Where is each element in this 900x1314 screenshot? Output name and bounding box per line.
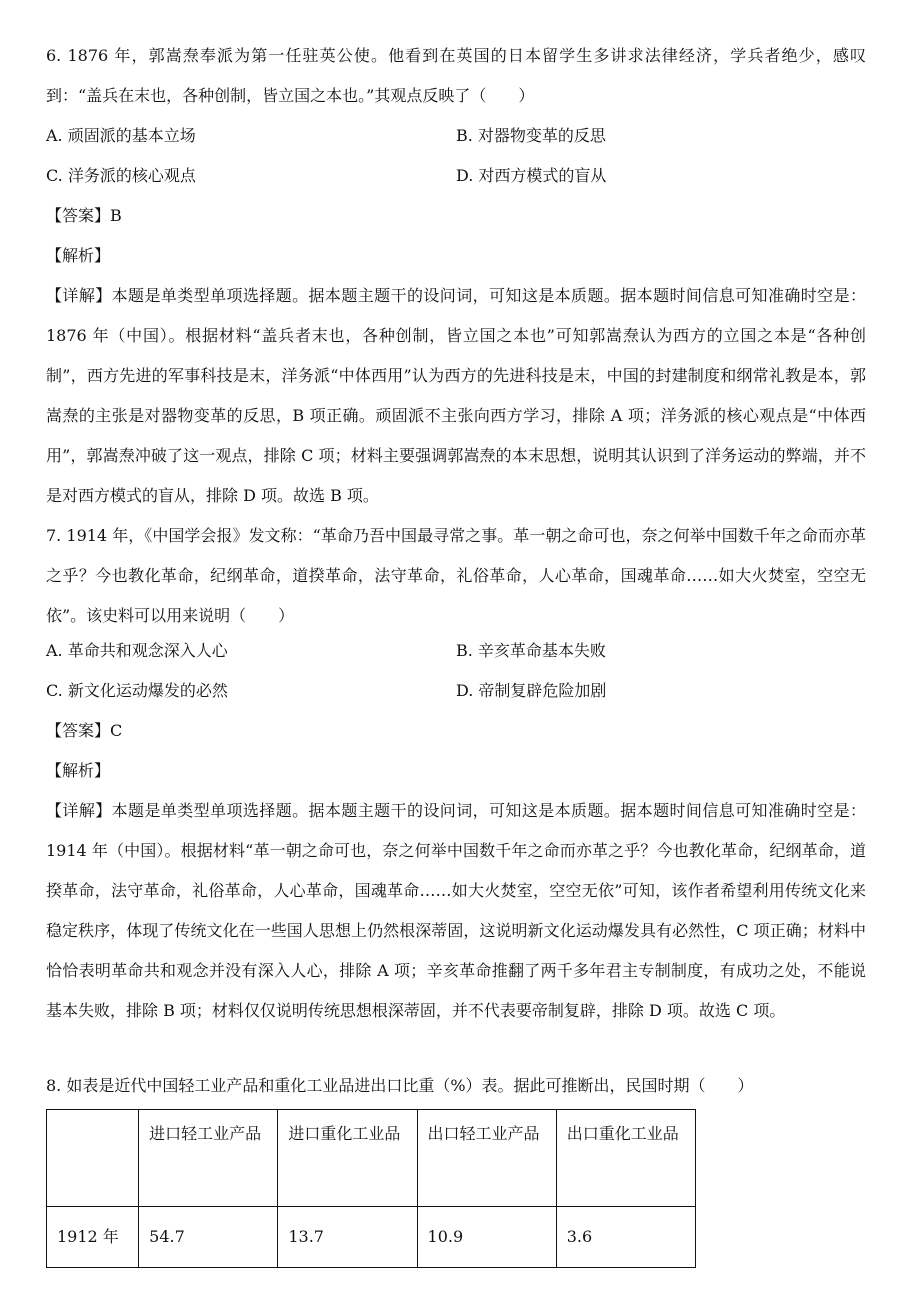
q7-option-c: C. 新文化运动爆发的必然 <box>46 681 228 700</box>
q6-answer: 【答案】B <box>46 206 122 225</box>
q7-option-a: A. 革命共和观念深入人心 <box>46 641 228 660</box>
q7-analysis-label: 【解析】 <box>46 761 111 780</box>
q6-option-a: A. 顽固派的基本立场 <box>46 126 196 145</box>
table-cell: 3.6 <box>556 1207 695 1268</box>
question-7-stem: 7. 1914 年，《中国学会报》发文称：“革命乃吾中国最寻常之事。革一朝之命可也，奈之何举中国数千年之命而亦革之乎？今也教化革命，纪纲革命，道揆革命，法守革命，礼俗革命，人心革命，国魂革命……如大火焚室，空空无依”。该史料可以用来说明（ ） <box>46 526 866 625</box>
table-cell: 54.7 <box>139 1207 278 1268</box>
table-cell: 10.9 <box>417 1207 556 1268</box>
table-row <box>47 1207 696 1268</box>
q6-option-d: D. 对西方模式的盲从 <box>456 166 607 185</box>
table-header-cell: 进口重化工业品 <box>278 1110 417 1207</box>
q7-detail: 【详解】本题是单类型单项选择题。据本题主题干的设问词，可知这是本质题。据本题时间信息可知准确时空是：1914 年（中国）。根据材料“革一朝之命可也，奈之何举中国数千年之命而亦革之乎？今也教化革命，纪纲革命，道揆革命，法守革命，礼俗革命，人心革命，国魂革命……如大火焚室，空空无依”可知，该作者希望利用传统文化来稳定秩序，体现了传统文化在一些国人思想上仍然根深蒂固，这说明新文化运动爆发具有必然性，C 项正确；材料中恰恰表明革命共和观念并没有深入人心，排除 A 项；辛亥革命推翻了两千多年君主专制制度，有成功之处，不能说基本失败，排除 B 项；材料仅仅说明传统思想根深蒂固，并不代表要帝制复辟，排除 D 项。故选 C 项。 <box>46 801 866 1020</box>
q6-option-b: B. 对器物变革的反思 <box>456 126 606 145</box>
q6-option-c: C. 洋务派的核心观点 <box>46 166 196 185</box>
q7-answer: 【答案】C <box>46 721 123 740</box>
q6-detail: 【详解】本题是单类型单项选择题。据本题主题干的设问词，可知这是本质题。据本题时间信息可知准确时空是：1876 年（中国）。根据材料“盖兵者末也，各种创制，皆立国之本也”可知郭嵩焘认为西方的立国之本是“各种创制”，西方先进的军事科技是末，洋务派“中体西用”认为西方的先进科技是末，中国的封建制度和纲常礼教是本，郭嵩焘的主张是对器物变革的反思，B 项正确。顽固派不主张向西方学习，排除 A 项；洋务派的核心观点是“中体西用”，郭嵩焘冲破了这一观点，排除 C 项；材料主要强调郭嵩焘的本末思想，说明其认识到了洋务运动的弊端，并不是对西方模式的盲从，排除 D 项。故选 B 项。 <box>46 286 866 505</box>
table-header-cell: 出口轻工业产品 <box>417 1110 556 1207</box>
question-6-stem: 6. 1876 年，郭嵩焘奉派为第一任驻英公使。他看到在英国的日本留学生多讲求法律经济，学兵者绝少，感叹到：“盖兵在末也，各种创制，皆立国之本也。”其观点反映了（ ） <box>46 46 866 105</box>
q7-option-b: B. 辛亥革命基本失败 <box>456 641 606 660</box>
table-header-cell: 出口重化工业品 <box>556 1110 695 1207</box>
q7-option-d: D. 帝制复辟危险加剧 <box>456 681 607 700</box>
question-8-stem: 8. 如表是近代中国轻工业产品和重化工业品进出口比重（%）表。据此可推断出，民国时期（ ） <box>46 1076 754 1095</box>
trade-ratio-table <box>46 1109 696 1268</box>
table-header-cell: 进口轻工业产品 <box>139 1110 278 1207</box>
table-cell-year: 1912 年 <box>47 1207 139 1268</box>
q6-analysis-label: 【解析】 <box>46 246 111 265</box>
table-header-cell <box>47 1110 139 1207</box>
table-cell: 13.7 <box>278 1207 417 1268</box>
table-header-row <box>47 1110 696 1207</box>
